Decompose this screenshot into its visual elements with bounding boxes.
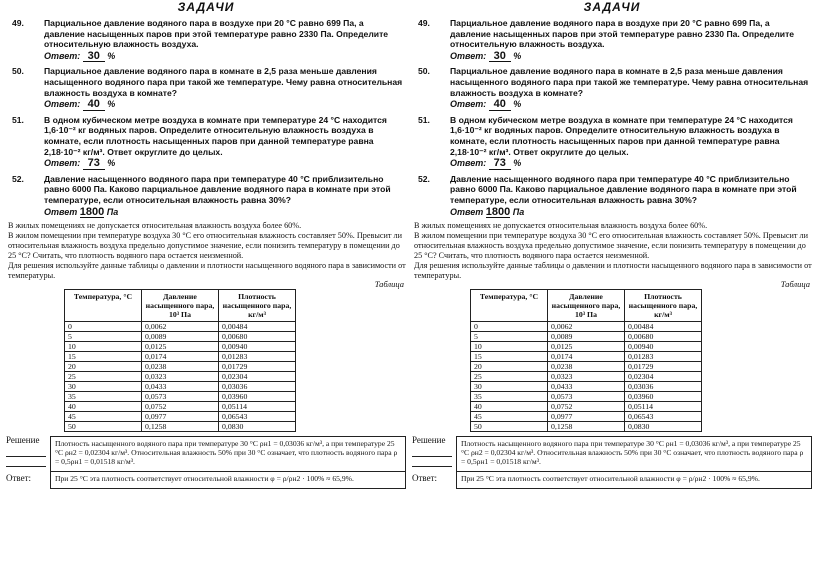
answer-unit: % xyxy=(107,99,116,110)
cell-temperature: 30 xyxy=(65,382,142,392)
cell-density: 0,05114 xyxy=(625,402,702,412)
problem-text: Парциальное давление водяного пара в воздухе при 20 °С равно 699 Па, а давление насыщенных паров при этой температуре равно 2330 Па. Определите относительную влажность воздуха. xyxy=(450,18,795,50)
cell-density: 0,03036 xyxy=(625,382,702,392)
cell-pressure: 0,0062 xyxy=(548,322,625,332)
cell-pressure: 0,0089 xyxy=(548,332,625,342)
problem-50 xyxy=(412,66,812,110)
cell-density: 0,01283 xyxy=(219,352,296,362)
solution-label: Решение xyxy=(6,435,40,446)
blank-line xyxy=(6,456,46,457)
table-row xyxy=(471,362,702,372)
answer-value: 40 xyxy=(83,99,105,111)
cell-temperature: 45 xyxy=(471,412,548,422)
cell-pressure: 0,0573 xyxy=(548,392,625,402)
table-row xyxy=(471,322,702,332)
cell-temperature: 10 xyxy=(471,342,548,352)
task-paragraph xyxy=(412,221,812,281)
column-header: Плотность насыщенного пара, кг/м³ xyxy=(625,290,702,322)
answer-label: Ответ: xyxy=(450,99,487,110)
table-row xyxy=(471,372,702,382)
cell-pressure: 0,0323 xyxy=(548,372,625,382)
table-row xyxy=(471,332,702,342)
table-row xyxy=(471,342,702,352)
column-header: Давление насыщенного пара, 10³ Па xyxy=(548,290,625,322)
blank-line xyxy=(412,456,452,457)
cell-pressure: 0,0433 xyxy=(142,382,219,392)
answer-value: 30 xyxy=(489,51,511,63)
column-header: Плотность насыщенного пара, кг/м³ xyxy=(219,290,296,322)
cell-density: 0,01729 xyxy=(625,362,702,372)
cell-temperature: 10 xyxy=(65,342,142,352)
answer-label: Ответ xyxy=(450,206,484,217)
problem-49 xyxy=(412,18,812,62)
answer-text: При 25 °С эта плотность соответствует относительной влажности φ = ρ/ρн2 · 100% ≈ 65,9%. xyxy=(456,472,812,489)
cell-pressure: 0,0323 xyxy=(142,372,219,382)
cell-pressure: 0,0174 xyxy=(142,352,219,362)
answer-line xyxy=(44,207,406,219)
cell-density: 0,01729 xyxy=(219,362,296,372)
paragraph-1: В жилых помещениях не допускается относительная влажность воздуха более 60%. xyxy=(8,221,302,231)
cell-pressure: 0,0062 xyxy=(142,322,219,332)
cell-temperature: 25 xyxy=(471,372,548,382)
cell-pressure: 0,0238 xyxy=(142,362,219,372)
table-row xyxy=(65,382,296,392)
problem-number: 52. xyxy=(12,173,24,184)
cell-temperature: 35 xyxy=(65,392,142,402)
answer-label: Ответ: xyxy=(450,50,487,61)
cell-density: 0,00484 xyxy=(625,322,702,332)
solution-block xyxy=(412,436,812,489)
table-row xyxy=(471,352,702,362)
answer-label: Ответ: xyxy=(412,473,438,484)
cell-temperature: 15 xyxy=(65,352,142,362)
answer-unit: % xyxy=(107,158,116,169)
cell-temperature: 20 xyxy=(471,362,548,372)
problem-text: В одном кубическом метре воздуха в комнате при температуре 24 °С находится 1,6·10⁻² кг водяных паров. Определите относительную влажность воздуха в комнате, если плотность насыщенных паров при данной температуре равна 2,18·10⁻² кг/м³. Ответ округлите до целых. xyxy=(450,114,793,157)
task-paragraph xyxy=(6,221,406,281)
answer-value: 40 xyxy=(489,99,511,111)
problem-text: Парциальное давление водяного пара в комнате в 2,5 раза меньше давления насыщенного водяного пара при такой же температуре. Чему равна относительная влажность воздуха в комнате? xyxy=(44,66,403,98)
table-row xyxy=(65,342,296,352)
table-row xyxy=(65,412,296,422)
cell-temperature: 0 xyxy=(471,322,548,332)
cell-temperature: 25 xyxy=(65,372,142,382)
solution-text: Плотность насыщенного водяного пара при температуре 30 °С ρн1 = 0,03036 кг/м³, а при температуре 25 °С ρн2 = 0,02304 кг/м³. Относительная влажность 50% при 30 °С означает, что плотность водяного пара ρ = 0,5ρн1 = 0,01518 кг/м³. xyxy=(50,436,406,472)
problem-number: 51. xyxy=(418,114,430,125)
cell-density: 0,06543 xyxy=(625,412,702,422)
saturated-vapor-table xyxy=(470,289,702,432)
paragraph-1: В жилых помещениях не допускается относительная влажность воздуха более 60%. xyxy=(414,221,708,231)
column-header: Давление насыщенного пара, 10³ Па xyxy=(142,290,219,322)
cell-pressure: 0,1258 xyxy=(548,422,625,432)
cell-pressure: 0,0125 xyxy=(142,342,219,352)
worksheet-right xyxy=(412,0,812,561)
table-row xyxy=(471,412,702,422)
answer-unit: Па xyxy=(512,206,525,217)
problem-50 xyxy=(6,66,406,110)
blank-line xyxy=(6,466,46,467)
cell-temperature: 50 xyxy=(65,422,142,432)
column-header: Температура, °С xyxy=(65,290,142,322)
problem-number: 51. xyxy=(12,114,24,125)
cell-density: 0,00484 xyxy=(219,322,296,332)
worksheet-left xyxy=(6,0,406,561)
answer-text: При 25 °С эта плотность соответствует относительной влажности φ = ρ/ρн2 · 100% ≈ 65,9%. xyxy=(50,472,406,489)
table-row xyxy=(65,402,296,412)
solution-block xyxy=(6,436,406,489)
problem-text: В одном кубическом метре воздуха в комнате при температуре 24 °С находится 1,6·10⁻² кг водяных паров. Определите относительную влажность воздуха в комнате, если плотность насыщенных паров при данной температуре равна 2,18·10⁻² кг/м³. Ответ округлите до целых. xyxy=(44,114,387,157)
cell-temperature: 15 xyxy=(471,352,548,362)
cell-pressure: 0,0752 xyxy=(548,402,625,412)
cell-pressure: 0,0752 xyxy=(142,402,219,412)
cell-density: 0,01283 xyxy=(625,352,702,362)
table-row xyxy=(65,332,296,342)
table-row xyxy=(65,422,296,432)
table-caption: Таблица xyxy=(780,279,810,290)
table-row xyxy=(65,352,296,362)
cell-temperature: 30 xyxy=(471,382,548,392)
cell-pressure: 0,0174 xyxy=(548,352,625,362)
answer-label: Ответ xyxy=(44,206,78,217)
table-row xyxy=(471,392,702,402)
cell-density: 0,03960 xyxy=(625,392,702,402)
page-header: ЗАДАЧИ xyxy=(177,0,235,14)
answer-line xyxy=(44,158,406,170)
saturated-vapor-table xyxy=(64,289,296,432)
problem-52 xyxy=(412,174,812,218)
cell-density: 0,06543 xyxy=(219,412,296,422)
cell-density: 0,03960 xyxy=(219,392,296,402)
cell-temperature: 5 xyxy=(471,332,548,342)
cell-density: 0,03036 xyxy=(219,382,296,392)
table-row xyxy=(471,382,702,392)
answer-unit: % xyxy=(107,50,116,61)
problem-number: 49. xyxy=(418,18,430,28)
page-header: ЗАДАЧИ xyxy=(583,0,641,14)
cell-pressure: 0,0977 xyxy=(548,412,625,422)
answer-unit: % xyxy=(513,99,522,110)
problem-49 xyxy=(6,18,406,62)
answer-value: 30 xyxy=(83,51,105,63)
table-caption: Таблица xyxy=(374,279,404,290)
table-row xyxy=(65,322,296,332)
answer-line xyxy=(44,99,406,111)
cell-density: 0,00940 xyxy=(219,342,296,352)
cell-density: 0,00680 xyxy=(219,332,296,342)
paragraph-2: В жилом помещении при температуре воздуха 30 °С его относительная влажность составляет 50%. Превысит ли относительная влажность воздуха предельно допустимое значение, если понизить температуру в помещении до 25 °С? Считать, что плотность водяного пара остается неизменной. xyxy=(8,231,402,261)
problem-text: Давление насыщенного водяного пара при температуре 40 °С приблизительно равно 6000 Па. Каково парциальное давление водяного пара в комнате при этой температуре, если относительная влажность равна 30%? xyxy=(450,173,797,205)
problem-52 xyxy=(6,174,406,218)
table-row xyxy=(65,392,296,402)
cell-temperature: 35 xyxy=(471,392,548,402)
problem-number: 49. xyxy=(12,18,24,28)
problem-text: Парциальное давление водяного пара в воздухе при 20 °С равно 699 Па, а давление насыщенных паров при этой температуре равно 2330 Па. Определите относительную влажность воздуха. xyxy=(44,18,389,50)
cell-pressure: 0,0125 xyxy=(548,342,625,352)
answer-label: Ответ: xyxy=(44,50,81,61)
answer-unit: Па xyxy=(106,206,119,217)
cell-temperature: 0 xyxy=(65,322,142,332)
cell-density: 0,00940 xyxy=(625,342,702,352)
solution-label: Решение xyxy=(412,435,446,446)
answer-label: Ответ: xyxy=(6,473,32,484)
cell-temperature: 45 xyxy=(65,412,142,422)
answer-line xyxy=(450,158,812,170)
answer-line xyxy=(450,99,812,111)
cell-density: 0,02304 xyxy=(219,372,296,382)
cell-temperature: 50 xyxy=(471,422,548,432)
blank-line xyxy=(412,466,452,467)
cell-pressure: 0,0433 xyxy=(548,382,625,392)
table-row xyxy=(471,422,702,432)
problem-51 xyxy=(6,115,406,170)
cell-temperature: 20 xyxy=(65,362,142,372)
paragraph-3: Для решения используйте данные таблицы о давлении и плотности насыщенного водяного пара в зависимости от температуры. xyxy=(8,261,406,281)
cell-density: 0,00680 xyxy=(625,332,702,342)
paragraph-3: Для решения используйте данные таблицы о давлении и плотности насыщенного водяного пара в зависимости от температуры. xyxy=(414,261,812,281)
column-header: Температура, °С xyxy=(471,290,548,322)
cell-density: 0,02304 xyxy=(625,372,702,382)
cell-density: 0,05114 xyxy=(219,402,296,412)
cell-pressure: 0,0238 xyxy=(548,362,625,372)
cell-temperature: 5 xyxy=(65,332,142,342)
problem-51 xyxy=(412,115,812,170)
paragraph-2: В жилом помещении при температуре воздуха 30 °С его относительная влажность составляет 50%. Превысит ли относительная влажность воздуха предельно допустимое значение, если понизить температуру в помещении до 25 °С? Считать, что плотность водяного пара остается неизменной. xyxy=(414,231,808,261)
cell-temperature: 40 xyxy=(471,402,548,412)
problem-text: Парциальное давление водяного пара в комнате в 2,5 раза меньше давления насыщенного водяного пара при такой же температуре. Чему равна относительная влажность воздуха в комнате? xyxy=(450,66,809,98)
cell-pressure: 0,0573 xyxy=(142,392,219,402)
cell-density: 0,0830 xyxy=(625,422,702,432)
table-row xyxy=(65,362,296,372)
solution-text: Плотность насыщенного водяного пара при температуре 30 °С ρн1 = 0,03036 кг/м³, а при температуре 25 °С ρн2 = 0,02304 кг/м³. Относительная влажность 50% при 30 °С означает, что плотность водяного пара ρ = 0,5ρн1 = 0,01518 кг/м³. xyxy=(456,436,812,472)
problem-number: 50. xyxy=(12,66,24,77)
answer-label: Ответ: xyxy=(44,158,81,169)
answer-value: 73 xyxy=(489,158,511,170)
table-row xyxy=(471,402,702,412)
answer-value: 1800 xyxy=(485,205,511,218)
answer-unit: % xyxy=(513,158,522,169)
answer-value: 73 xyxy=(83,158,105,170)
problem-number: 52. xyxy=(418,173,430,184)
cell-pressure: 0,1258 xyxy=(142,422,219,432)
cell-temperature: 40 xyxy=(65,402,142,412)
answer-label: Ответ: xyxy=(44,99,81,110)
answer-line xyxy=(44,51,406,63)
cell-density: 0,0830 xyxy=(219,422,296,432)
answer-label: Ответ: xyxy=(450,158,487,169)
answer-value: 1800 xyxy=(79,205,105,218)
cell-pressure: 0,0977 xyxy=(142,412,219,422)
table-row xyxy=(65,372,296,382)
answer-line xyxy=(450,51,812,63)
cell-pressure: 0,0089 xyxy=(142,332,219,342)
problem-text: Давление насыщенного водяного пара при температуре 40 °С приблизительно равно 6000 Па. Каково парциальное давление водяного пара в комнате при этой температуре, если относительная влажность равна 30%? xyxy=(44,173,391,205)
answer-line xyxy=(450,207,812,219)
answer-unit: % xyxy=(513,50,522,61)
problem-number: 50. xyxy=(418,66,430,77)
